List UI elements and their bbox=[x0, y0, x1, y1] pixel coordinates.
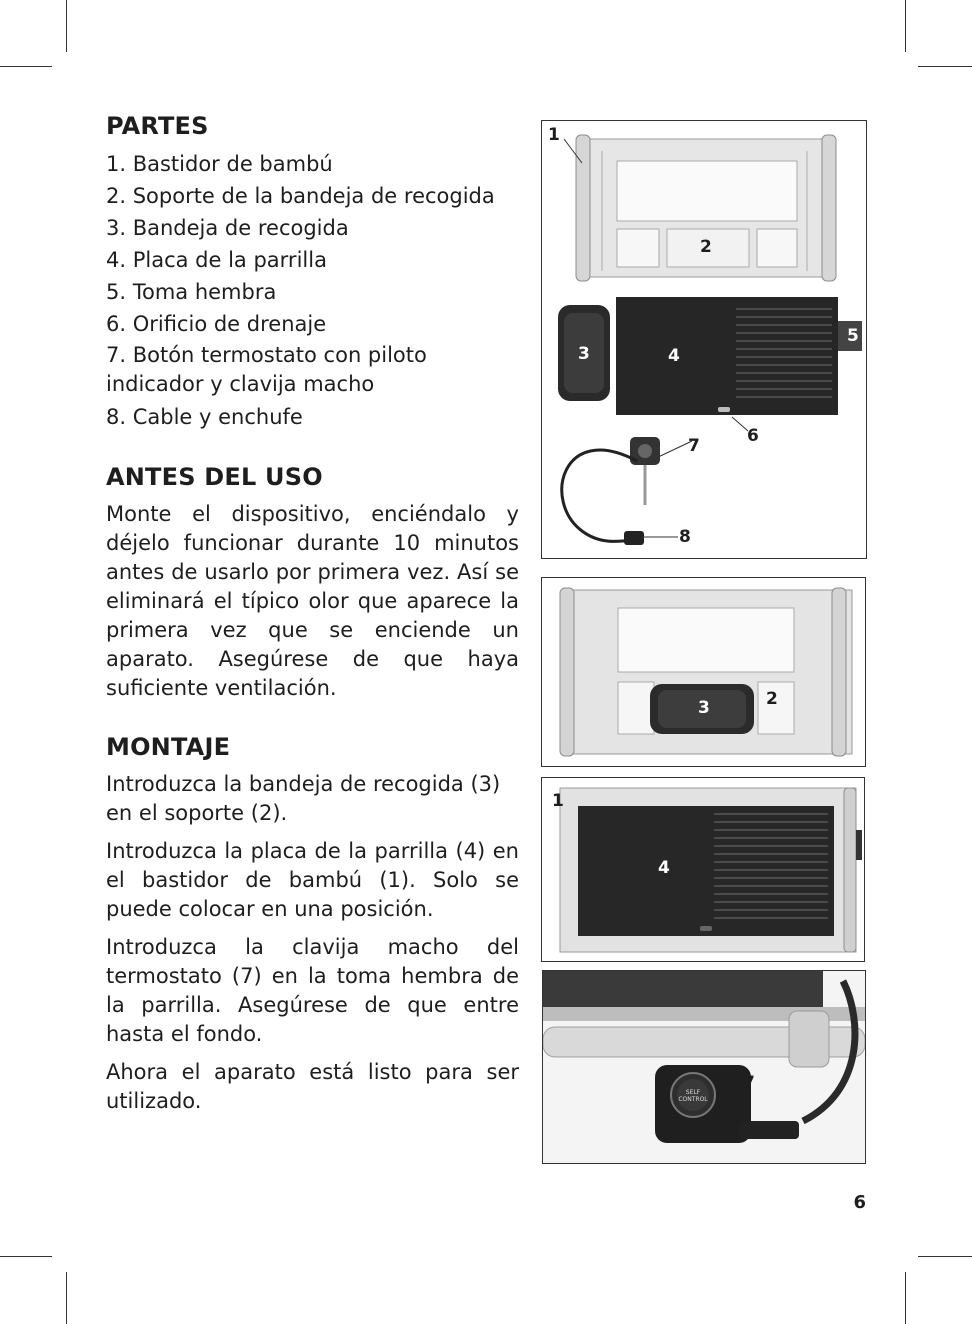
figure-parts-overview bbox=[541, 120, 867, 559]
before-use-section bbox=[106, 463, 519, 703]
plate-in-frame-illustration bbox=[542, 778, 864, 961]
parts-list-item: 5. Toma hembra bbox=[106, 280, 277, 304]
assembly-step: Introduzca la clavija macho del termostato (7) en la toma hembra de la parrilla. Asegúrese de que entre hasta el fondo. bbox=[106, 935, 519, 1046]
callout-label: 4 bbox=[658, 858, 670, 878]
crop-mark bbox=[918, 66, 972, 67]
crop-mark bbox=[918, 1256, 972, 1257]
assembly-section bbox=[106, 733, 519, 1116]
callout-label: 7 bbox=[743, 1073, 755, 1093]
callout-label: 1 bbox=[548, 125, 560, 145]
assembly-step: Ahora el aparato está listo para ser utilizado. bbox=[106, 1060, 519, 1113]
callout-label: 4 bbox=[668, 346, 680, 366]
callout-label: 3 bbox=[578, 344, 590, 364]
before-use-text: Monte el dispositivo, enciéndalo y déjelo funcionar durante 10 minutos antes de usarlo por primera vez. Así se eliminará el típico olor que aparece la primera vez que se enciende un aparato. Asegúrese de que haya suficiente ventilación. bbox=[106, 502, 519, 700]
parts-list bbox=[106, 148, 519, 433]
parts-list-item: 7. Botón termostato con piloto indicador y clavija macho bbox=[106, 343, 427, 396]
knob-text: SELF CONTROL bbox=[678, 1089, 708, 1103]
parts-list-item: 4. Placa de la parrilla bbox=[106, 248, 327, 272]
crop-mark bbox=[0, 1256, 52, 1257]
parts-list-item: 8. Cable y enchufe bbox=[106, 405, 303, 429]
crop-mark bbox=[66, 1272, 67, 1324]
parts-heading: PARTES bbox=[106, 112, 209, 140]
callout-label: 8 bbox=[679, 527, 691, 547]
figure-plate-in-frame bbox=[541, 777, 865, 962]
parts-list-item: 1. Bastidor de bambú bbox=[106, 152, 333, 176]
crop-mark bbox=[0, 66, 52, 67]
callout-label: 2 bbox=[700, 237, 712, 257]
callout-label: 6 bbox=[747, 426, 759, 446]
crop-mark bbox=[66, 0, 67, 52]
callout-label: 2 bbox=[766, 689, 778, 709]
parts-list-item: 6. Orificio de drenaje bbox=[106, 312, 327, 336]
assembly-heading: MONTAJE bbox=[106, 733, 231, 761]
callout-label: 5 bbox=[847, 326, 859, 346]
callout-label: 1 bbox=[552, 791, 564, 811]
before-use-heading: ANTES DEL USO bbox=[106, 463, 323, 491]
parts-list-item: 3. Bandeja de recogida bbox=[106, 216, 349, 240]
text-column bbox=[106, 112, 519, 1116]
assembly-step: Introduzca la placa de la parrilla (4) en el bastidor de bambú (1). Solo se puede colocar en una posición. bbox=[106, 839, 519, 921]
parts-overview-illustration bbox=[542, 121, 866, 558]
callout-label: 3 bbox=[698, 698, 710, 718]
parts-list-item: 2. Soporte de la bandeja de recogida bbox=[106, 184, 495, 208]
callout-label: 7 bbox=[688, 436, 700, 456]
thermostat-connection-illustration bbox=[543, 971, 865, 1163]
crop-mark bbox=[905, 1272, 906, 1324]
parts-section bbox=[106, 112, 519, 433]
figure-thermostat-connection bbox=[542, 970, 866, 1164]
crop-mark bbox=[905, 0, 906, 52]
page-number: 6 bbox=[853, 1192, 866, 1213]
tray-in-holder-illustration bbox=[542, 578, 865, 766]
figure-tray-in-holder bbox=[541, 577, 866, 767]
assembly-step: Introduzca la bandeja de recogida (3) en el soporte (2). bbox=[106, 772, 501, 825]
